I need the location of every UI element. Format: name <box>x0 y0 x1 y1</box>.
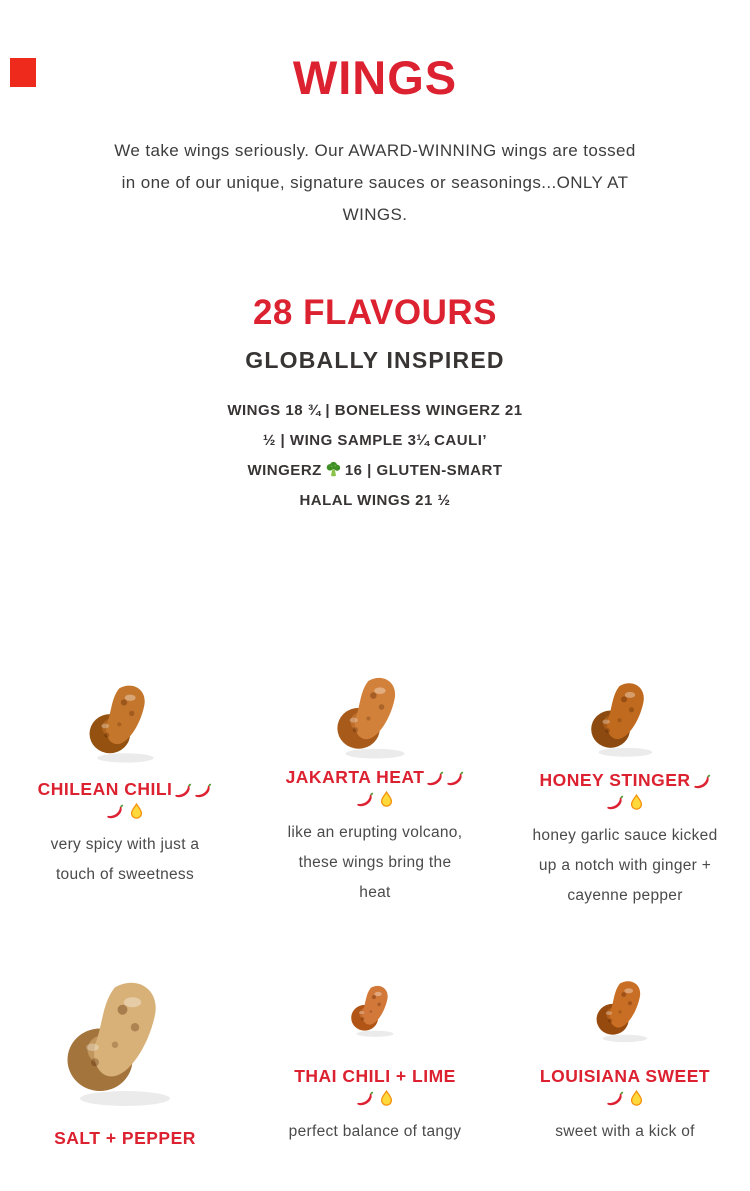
chili-icon <box>105 802 124 821</box>
wing-photo-wrap <box>264 666 486 766</box>
flavour-card <box>250 955 500 1179</box>
flavour-description <box>289 1117 462 1147</box>
flavour-name: SALT + PEPPER <box>54 1128 196 1148</box>
chili-icon <box>355 1089 374 1108</box>
flavour-description-line: honey garlic sauce kicked <box>532 827 718 844</box>
wing-photo <box>78 679 173 765</box>
flavour-spice-icons <box>605 791 646 813</box>
flavour-card <box>500 955 750 1179</box>
flavour-title-line <box>54 1127 196 1149</box>
flavour-description-line: heat <box>359 884 391 901</box>
flavour-card <box>500 666 750 911</box>
drop-icon <box>127 802 146 821</box>
flavour-title-line <box>294 1065 456 1087</box>
flavour-description-line: up a notch with ginger + <box>538 857 712 874</box>
flavour-description <box>51 830 200 890</box>
chili-icon <box>445 769 464 788</box>
wing-photo-wrap <box>264 955 486 1065</box>
flavour-cards-grid <box>0 666 750 1179</box>
wing-photo-wrap <box>14 955 236 1127</box>
page-title: WINGS <box>292 51 458 104</box>
wing-photo-wrap <box>514 666 736 769</box>
flavour-spice-icons <box>355 1087 396 1109</box>
price-line <box>0 456 750 486</box>
chili-icon <box>425 769 444 788</box>
price-line: HALAL WINGS 21 ½ <box>299 492 451 509</box>
price-line: ½ | WING SAMPLE 3¼ CAULI’ <box>262 432 488 449</box>
price-line: WINGS 18 ¾ | BONELESS WINGERZ 21 <box>227 402 523 419</box>
chili-icon <box>605 1089 624 1108</box>
red-logo-square <box>10 58 36 87</box>
flavours-heading: 28 FLAVOURS <box>252 293 498 332</box>
flavour-spice-icons <box>355 788 396 810</box>
flavour-spice-icons <box>105 800 146 822</box>
wing-photo <box>578 677 673 759</box>
intro-line: WINGS. <box>342 205 408 224</box>
flavour-title-line <box>38 778 213 800</box>
flavour-name: CHILEAN CHILI <box>37 779 173 799</box>
wing-photo <box>50 966 200 1116</box>
drop-icon <box>627 1089 646 1108</box>
flavour-description-line: sweet with a kick of <box>555 1123 695 1140</box>
flavour-description <box>288 818 463 908</box>
flavour-card <box>0 955 250 1179</box>
flavour-name: JAKARTA HEAT <box>285 767 425 787</box>
flavour-title-line <box>539 769 710 791</box>
chili-icon <box>173 781 192 800</box>
flavour-card <box>0 666 250 911</box>
flavour-description-line: very spicy with just a <box>50 836 200 853</box>
flavour-name: LOUISIANA SWEET <box>539 1066 711 1086</box>
flavour-description-line: like an erupting volcano, <box>287 824 463 841</box>
chili-icon <box>605 793 624 812</box>
wing-photo-wrap <box>514 955 736 1065</box>
flavour-description-line: these wings bring the <box>298 854 452 871</box>
intro-paragraph <box>0 135 750 231</box>
intro-line: in one of our unique, signature sauces or seasonings...ONLY AT <box>121 173 629 192</box>
drop-icon <box>627 793 646 812</box>
wing-photo <box>325 671 425 761</box>
price-line-text: 16 | GLUTEN-SMART <box>344 462 503 479</box>
flavour-title-line <box>540 1065 710 1087</box>
flavour-name: THAI CHILI + LIME <box>294 1066 456 1086</box>
flavour-title-line <box>286 766 465 788</box>
chili-icon <box>692 772 711 791</box>
wing-photo <box>344 977 406 1043</box>
chili-icon <box>193 781 212 800</box>
flavour-name: HONEY STINGER <box>539 770 691 790</box>
pricing-block <box>0 396 750 516</box>
drop-icon <box>377 790 396 809</box>
price-line-text: WINGERZ <box>247 462 322 479</box>
flavour-description-line: cayenne pepper <box>567 887 683 904</box>
flavour-description <box>555 1117 695 1147</box>
flavour-card <box>250 666 500 911</box>
flavour-description-line: touch of sweetness <box>55 866 195 883</box>
wing-photo-wrap <box>14 666 236 778</box>
broccoli-icon <box>325 461 342 478</box>
flavours-subheading: GLOBALLY INSPIRED <box>245 347 505 373</box>
flavour-description <box>533 821 718 911</box>
flavour-description-line: perfect balance of tangy <box>288 1123 462 1140</box>
wing-photo <box>586 976 664 1044</box>
chili-icon <box>355 790 374 809</box>
intro-line: We take wings seriously. Our AWARD-WINNING wings are tossed <box>114 141 636 160</box>
flavour-spice-icons <box>605 1087 646 1109</box>
drop-icon <box>377 1089 396 1108</box>
